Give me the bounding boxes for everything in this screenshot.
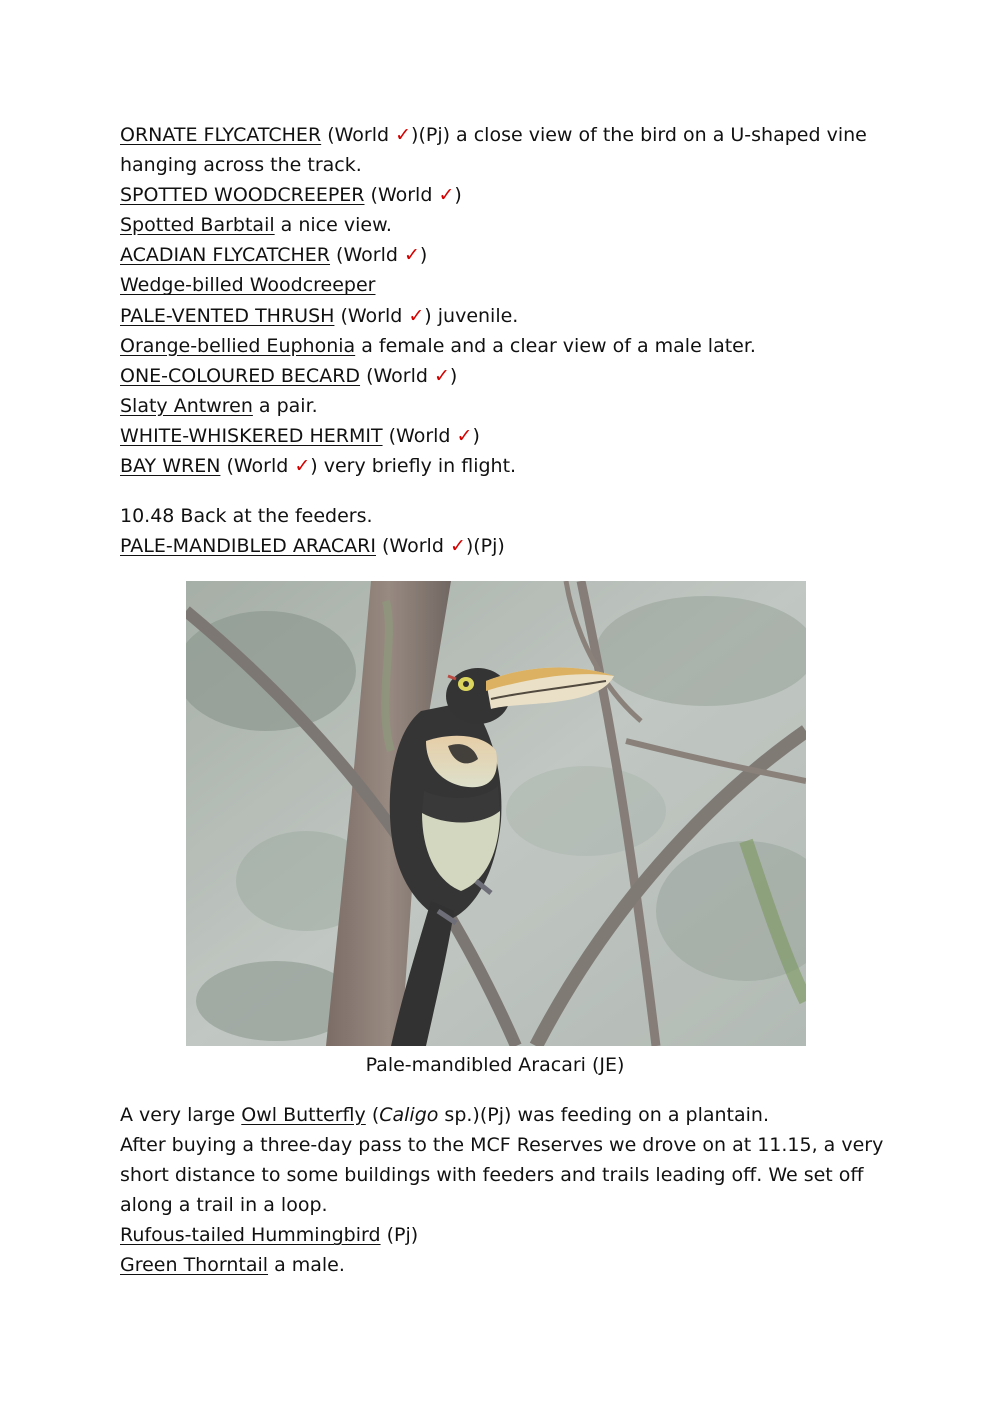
species-name: PALE-MANDIBLED ARACARI: [120, 535, 376, 558]
species-name: Wedge-billed Woodcreeper: [120, 274, 376, 297]
check-icon: ✓: [438, 184, 455, 207]
species-name: SPOTTED WOODCREEPER: [120, 184, 365, 207]
list-item: ORNATE FLYCATCHER (World ✓)(Pj) a close view of the bird on a U-shaped vine: [120, 124, 867, 146]
aracari-photo: [186, 581, 806, 1046]
paragraph-line: After buying a three-day pass to the MCF Reserves we drove on at 11.15, a very: [120, 1134, 884, 1157]
list-item: Green Thorntail a male.: [120, 1254, 345, 1277]
paragraph-line: short distance to some buildings with feeders and trails leading off. We set off: [120, 1164, 864, 1187]
species-name: BAY WREN: [120, 455, 221, 478]
species-name: ONE-COLOURED BECARD: [120, 364, 361, 387]
list-item: ONE-COLOURED BECARD (World ✓): [120, 364, 458, 387]
butterfly-line: A very large Owl Butterfly (Caligo sp.)(Pj) was feeding on a plantain.: [120, 1104, 769, 1126]
list-item: WHITE-WHISKERED HERMIT (World ✓): [120, 424, 480, 447]
species-name: Owl Butterfly: [241, 1104, 366, 1126]
list-item: PALE-MANDIBLED ARACARI (World ✓)(Pj): [120, 535, 505, 558]
species-list-top: [120, 120, 890, 561]
photo-caption: Pale-mandibled Aracari (JE): [365, 1054, 625, 1076]
list-item: SPOTTED WOODCREEPER (World ✓): [120, 184, 462, 207]
narrative-section: [120, 1100, 900, 1281]
check-icon: ✓: [408, 304, 425, 327]
list-item: [120, 270, 890, 300]
list-item: BAY WREN (World ✓) very briefly in flight.: [120, 455, 517, 478]
check-icon: ✓: [294, 455, 311, 478]
species-name: WHITE-WHISKERED HERMIT: [120, 424, 383, 447]
species-name: Rufous-tailed Hummingbird: [120, 1224, 381, 1247]
time-note: 10.48 Back at the feeders.: [120, 505, 373, 528]
species-name: Green Thorntail: [120, 1254, 269, 1277]
species-name: ACADIAN FLYCATCHER: [120, 244, 331, 267]
species-name: PALE-VENTED THRUSH: [120, 304, 335, 327]
list-item: Orange-bellied Euphonia a female and a clear view of a male later.: [120, 334, 756, 357]
list-item: Slaty Antwren a pair.: [120, 394, 318, 417]
list-item: Rufous-tailed Hummingbird (Pj): [120, 1224, 419, 1247]
species-name: Slaty Antwren: [120, 394, 253, 417]
list-item: ACADIAN FLYCATCHER (World ✓): [120, 244, 428, 267]
aracari-photo-illustration: [186, 581, 806, 1046]
check-icon: ✓: [434, 364, 450, 387]
list-item-continuation: hanging across the track.: [120, 154, 362, 177]
list-item: PALE-VENTED THRUSH (World ✓) juvenile.: [120, 304, 519, 327]
species-name: ORNATE FLYCATCHER: [120, 124, 322, 146]
check-icon: ✓: [449, 535, 466, 558]
species-name: Orange-bellied Euphonia: [120, 334, 356, 357]
check-icon: ✓: [403, 244, 420, 267]
paragraph-line: along a trail in a loop.: [120, 1194, 328, 1217]
check-icon: ✓: [395, 124, 412, 146]
spacer: [120, 481, 890, 501]
genus-name: Caligo: [379, 1104, 439, 1126]
check-icon: ✓: [456, 424, 473, 447]
species-name: Spotted Barbtail: [120, 214, 275, 237]
list-item: Spotted Barbtail a nice view.: [120, 214, 392, 237]
